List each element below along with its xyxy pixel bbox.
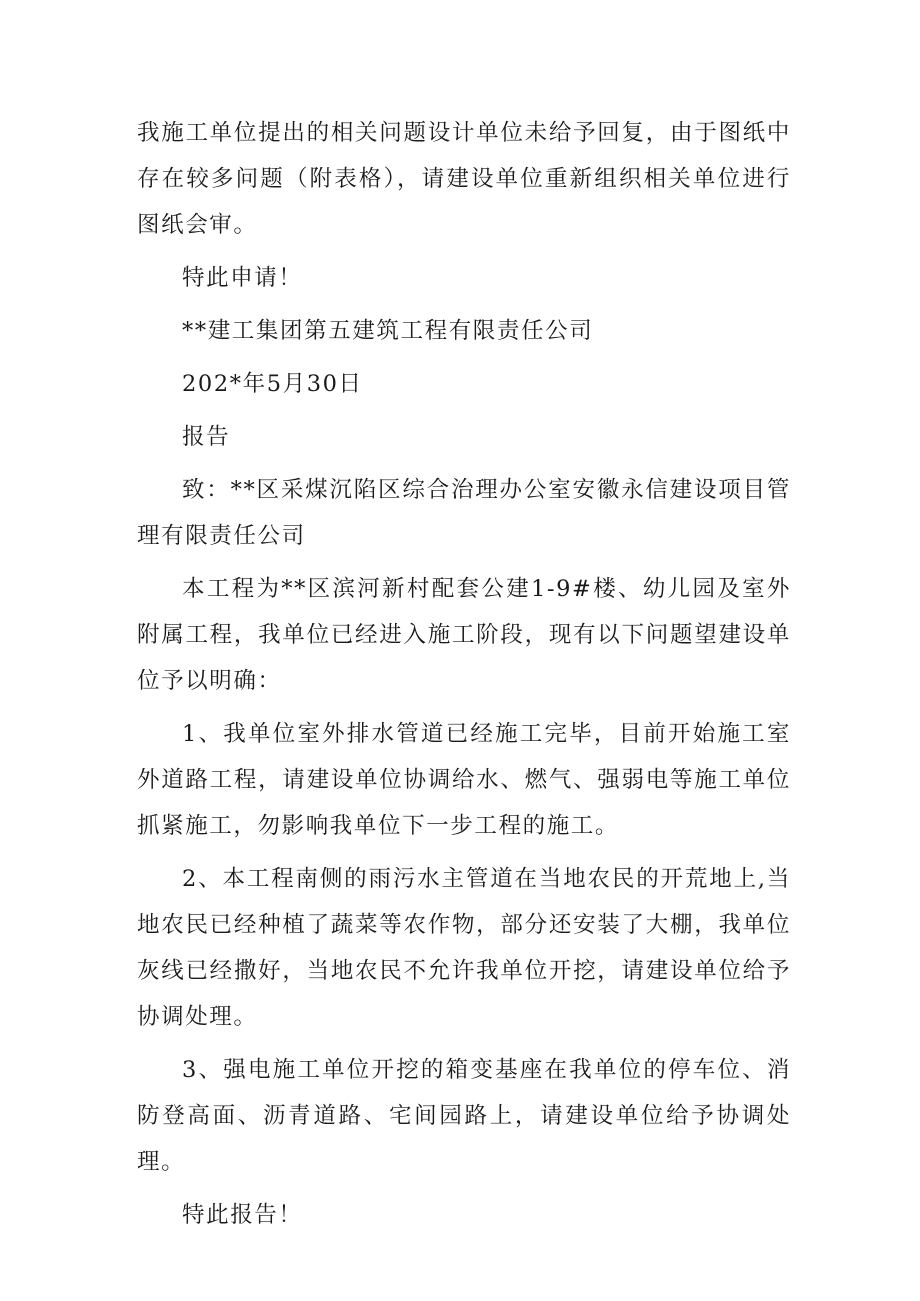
paragraph-closing-request: 特此申请！ [182,265,303,291]
paragraph-item-2: 2、本工程南侧的雨污水主管道在当地农民的开荒地上,当地农民已经种植了蔬菜等农作物，部分还安装了大棚，我单位灰线已经撒好，当地农民不允许我单位开挖，请建设单位给予协调处理。 [137,866,791,1030]
paragraph-intro: 本工程为**区滨河新村配套公建1-9#楼、幼儿园及室外附属工程，我单位已经进入施工阶段，现有以下问题望建设单位予以明确： [137,576,791,694]
paragraph-addressee: 致：**区采煤沉陷区综合治理办公室安徽永信建设项目管理有限责任公司 [137,477,791,549]
document-body [137,110,791,1245]
paragraph-closing-report: 特此报告！ [182,1202,303,1228]
paragraph-date: 202*年5月30日 [182,371,363,397]
paragraph-item-1: 1、我单位室外排水管道已经施工完毕，目前开始施工室外道路工程，请建设单位协调给水、燃气、强弱电等施工单位抓紧施工，勿影响我单位下一步工程的施工。 [137,721,791,839]
paragraph-item-3: 3、强电施工单位开挖的箱变基座在我单位的停车位、消防登高面、沥青道路、宅间园路上，请建设单位给予协调处理。 [137,1057,791,1175]
paragraph-report-title: 报告 [182,424,231,450]
paragraph-continuation: 我施工单位提出的相关问题设计单位未给予回复，由于图纸中存在较多问题（附表格），请建设单位重新组织相关单位进行图纸会审。 [137,120,791,238]
paragraph-company-signature: **建工集团第五建筑工程有限责任公司 [182,318,594,344]
